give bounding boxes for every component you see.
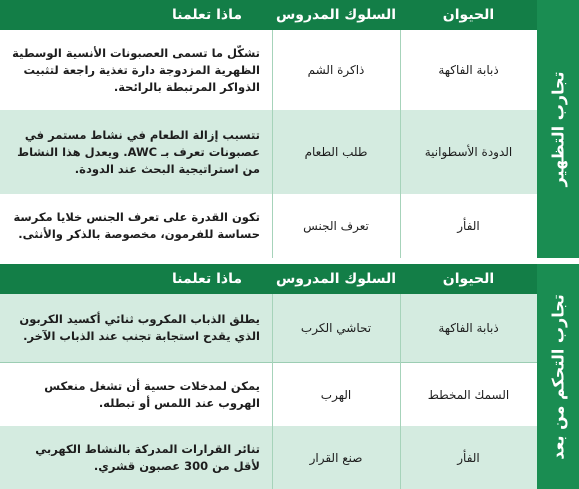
table-row <box>0 426 537 489</box>
cell-learned <box>0 110 272 194</box>
header-animal: الحيوان <box>442 7 495 23</box>
column-divider <box>400 294 401 489</box>
cell-learned-text: تتسبب إزالة الطعام في نشاط مستمر في عصبونات تعرف بـ AWC. ويعدل هذا النشاط من استراتيجية البحث عند الدودة. <box>17 127 260 176</box>
cell-learned <box>0 294 272 362</box>
header-learned: ماذا تعلمنا <box>171 271 242 287</box>
cell-behavior: صنع القرار <box>309 450 363 465</box>
cell-behavior: ذاكرة الشم <box>307 63 365 77</box>
section-side-band <box>537 0 579 258</box>
cell-behavior: الهرب <box>320 388 352 402</box>
section-side-band <box>537 264 579 489</box>
column-divider <box>400 30 401 258</box>
table-row <box>0 110 537 194</box>
cell-behavior: طلب الطعام <box>304 145 368 159</box>
cell-learned-text: يطلق الذباب المكروب ثنائي أكسيد الكربون الذي يقدح استجابة تجنب عند الذباب الآخر. <box>19 312 260 343</box>
table-header <box>0 264 537 294</box>
table-row <box>0 294 537 362</box>
header-behavior: السلوك المدروس <box>275 271 397 287</box>
table-row <box>0 362 537 427</box>
cell-learned-text: يمكن لمدخلات حسية أن تشغل منعكس الهروب عند اللمس أو تبطله. <box>44 379 260 410</box>
section-remote-control-experiments <box>0 258 579 489</box>
table-remote-control <box>0 264 537 489</box>
column-divider <box>272 294 273 489</box>
header-behavior: السلوك المدروس <box>275 7 397 23</box>
cell-learned-text: تنائر القرارات المدركة بالنشاط الكهربي لأقل من 300 عصبون قشري. <box>35 441 260 473</box>
column-divider <box>272 30 273 258</box>
table-row <box>0 30 537 110</box>
section-label: تجارب التحكم من بعد <box>548 293 568 460</box>
cell-behavior: تعرف الجنس <box>303 219 369 233</box>
cell-animal: ذبابة الفاكهة <box>438 63 499 77</box>
cell-animal: ذبابة الفاكهة <box>438 321 499 335</box>
cell-learned <box>0 426 272 489</box>
cell-animal: السمك المخطط <box>427 388 510 402</box>
cell-animal: الفأر <box>457 219 480 233</box>
cell-behavior: تحاشي الكرب <box>300 321 372 335</box>
cell-animal: الدودة الأسطوانية <box>424 145 513 159</box>
cell-learned-text: تشكّل ما تسمى العصبونات الأنسية الوسطية الظهرية المزدوجة دارة تغذية راجعة لتثبيت الذواكر المرتبطة بالرائحة. <box>12 45 260 94</box>
cell-animal: الفأر <box>457 450 480 465</box>
section-label: تجارب التظهير <box>548 71 568 187</box>
cell-learned-text: تكون القدرة على تعرف الجنس خلايا مكرسة حساسة للفرمون، مخصوصة بالذكر والأنثى. <box>13 210 260 241</box>
header-learned: ماذا تعلمنا <box>171 7 242 23</box>
table-tagging <box>0 0 537 258</box>
cell-learned <box>0 363 272 427</box>
table-row <box>0 194 537 258</box>
cell-learned <box>0 194 272 258</box>
table-header <box>0 0 537 30</box>
cell-learned <box>0 30 272 110</box>
header-animal: الحيوان <box>442 271 495 287</box>
